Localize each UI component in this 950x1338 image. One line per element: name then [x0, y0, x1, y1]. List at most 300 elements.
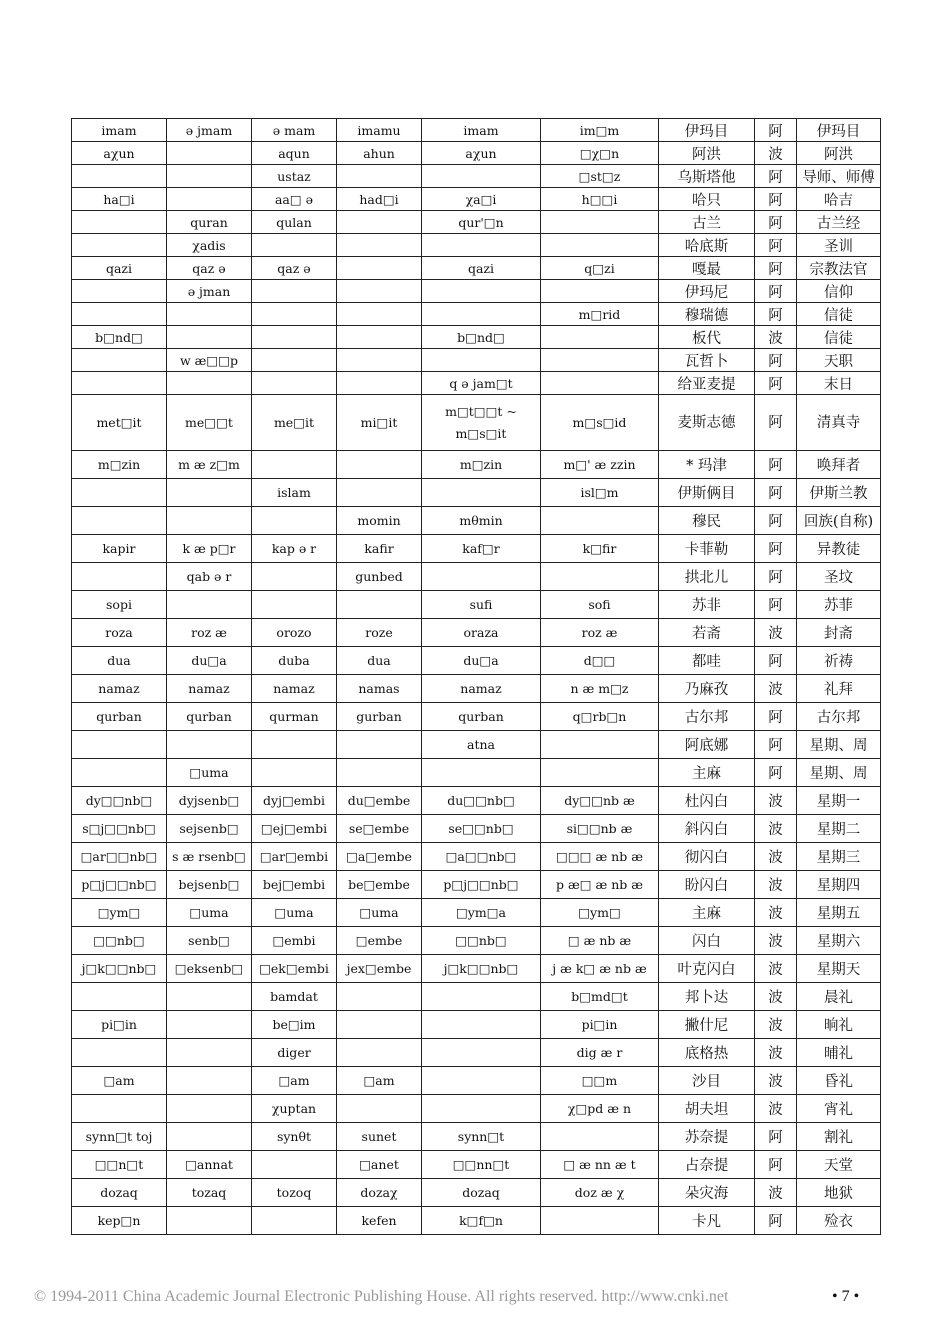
table-cell [167, 326, 252, 349]
table-cell [337, 479, 422, 507]
table-cell: m□zin [422, 451, 541, 479]
table-cell: □annat [167, 1151, 252, 1179]
table-cell: 阿 [755, 303, 797, 326]
table-cell [72, 507, 167, 535]
table-cell: mi□it [337, 395, 422, 451]
table-row [72, 731, 881, 759]
table-cell: □ æ nn æ t [541, 1151, 659, 1179]
table-cell [167, 1067, 252, 1095]
table-cell: 卡菲勒 [659, 535, 755, 563]
table-cell: □uma [252, 899, 337, 927]
table-cell: 圣坟 [797, 563, 881, 591]
table-cell: momin [337, 507, 422, 535]
table-cell [167, 303, 252, 326]
table-cell: 星期六 [797, 927, 881, 955]
table-cell: 阿 [755, 507, 797, 535]
table-cell: 祈祷 [797, 647, 881, 675]
table-cell: □ym□ [541, 899, 659, 927]
table-row [72, 927, 881, 955]
table-cell [72, 563, 167, 591]
table-cell: 阿 [755, 188, 797, 211]
table-cell: □ar□□nb□ [72, 843, 167, 871]
table-cell: qulan [252, 211, 337, 234]
table-cell: 地狱 [797, 1179, 881, 1207]
table-cell: 星期二 [797, 815, 881, 843]
table-cell: m□t□□t ~ m□s□it [422, 395, 541, 451]
table-cell: □□m [541, 1067, 659, 1095]
table-cell: 阿 [755, 234, 797, 257]
table-cell: 朵灾海 [659, 1179, 755, 1207]
table-cell: qurban [72, 703, 167, 731]
table-cell: aχun [422, 142, 541, 165]
table-cell: q□rb□n [541, 703, 659, 731]
table-cell [337, 372, 422, 395]
table-cell: m□' æ zzin [541, 451, 659, 479]
table-cell: atna [422, 731, 541, 759]
table-cell [252, 563, 337, 591]
table-cell: □eksenb□ [167, 955, 252, 983]
table-cell: □uma [337, 899, 422, 927]
table-cell: 麦斯志德 [659, 395, 755, 451]
table-cell: imamu [337, 119, 422, 142]
table-row [72, 759, 881, 787]
table-cell: 古尔邦 [797, 703, 881, 731]
table-cell [337, 234, 422, 257]
table-cell: doz æ χ [541, 1179, 659, 1207]
table-cell: namaz [72, 675, 167, 703]
table-cell [72, 303, 167, 326]
table-cell: tozaq [167, 1179, 252, 1207]
table-cell [167, 983, 252, 1011]
table-cell: 天堂 [797, 1151, 881, 1179]
table-row [72, 591, 881, 619]
table-cell: qaz ə [252, 257, 337, 280]
table-cell: synn□t [422, 1123, 541, 1151]
table-cell [337, 731, 422, 759]
table-cell: kep□n [72, 1207, 167, 1235]
table-cell [541, 326, 659, 349]
table-cell: 彻闪白 [659, 843, 755, 871]
table-cell: 唤拜者 [797, 451, 881, 479]
table-cell: 乌斯塔他 [659, 165, 755, 188]
table-cell [72, 234, 167, 257]
table-cell [541, 211, 659, 234]
table-row [72, 1179, 881, 1207]
table-cell: kefen [337, 1207, 422, 1235]
table-cell [541, 759, 659, 787]
table-cell: 殓衣 [797, 1207, 881, 1235]
table-cell: 阿洪 [659, 142, 755, 165]
table-cell: s æ rsenb□ [167, 843, 252, 871]
table-cell: m□zin [72, 451, 167, 479]
table-cell: ə mam [252, 119, 337, 142]
table-cell: □□□ æ nb æ [541, 843, 659, 871]
table-cell: 信仰 [797, 280, 881, 303]
table-cell [541, 349, 659, 372]
table-cell: gurban [337, 703, 422, 731]
table-row [72, 507, 881, 535]
table-row [72, 372, 881, 395]
table-row [72, 787, 881, 815]
table-cell: k□f□n [422, 1207, 541, 1235]
table-cell [252, 759, 337, 787]
table-cell: □am [72, 1067, 167, 1095]
table-cell: roza [72, 619, 167, 647]
table-cell: 嘎最 [659, 257, 755, 280]
table-cell: □uma [167, 759, 252, 787]
table-cell: 若斋 [659, 619, 755, 647]
table-cell [252, 1207, 337, 1235]
table-cell: j□k□□nb□ [72, 955, 167, 983]
table-cell: aa□ ə [252, 188, 337, 211]
table-cell: 苏非 [659, 591, 755, 619]
table-cell [337, 326, 422, 349]
table-cell: □□nn□t [422, 1151, 541, 1179]
table-cell: 穆民 [659, 507, 755, 535]
table-cell [252, 349, 337, 372]
table-cell: 波 [755, 142, 797, 165]
table-cell: □ym□a [422, 899, 541, 927]
table-cell [541, 563, 659, 591]
table-cell [252, 280, 337, 303]
table-cell: 波 [755, 983, 797, 1011]
table-cell: □ar□embi [252, 843, 337, 871]
table-cell: pi□in [541, 1011, 659, 1039]
table-cell: 回族(自称) [797, 507, 881, 535]
table-cell: 末日 [797, 372, 881, 395]
table-cell [337, 211, 422, 234]
table-cell: 波 [755, 1039, 797, 1067]
table-cell: j□k□□nb□ [422, 955, 541, 983]
table-cell: 古兰经 [797, 211, 881, 234]
table-cell [337, 165, 422, 188]
table-row [72, 703, 881, 731]
table-cell: 伊斯俩目 [659, 479, 755, 507]
table-cell: □ej□embi [252, 815, 337, 843]
table-cell: ə jman [167, 280, 252, 303]
table-cell: q ə jam□t [422, 372, 541, 395]
table-cell: 昏礼 [797, 1067, 881, 1095]
table-cell [72, 349, 167, 372]
table-cell: roz æ [167, 619, 252, 647]
table-cell: m□rid [541, 303, 659, 326]
table-cell [337, 1095, 422, 1123]
table-cell [72, 731, 167, 759]
table-cell: 阿 [755, 211, 797, 234]
table-cell [337, 1011, 422, 1039]
table-cell: 星期一 [797, 787, 881, 815]
table-cell: □embi [252, 927, 337, 955]
table-cell: ustaz [252, 165, 337, 188]
table-cell: 阿 [755, 165, 797, 188]
table-cell [252, 731, 337, 759]
table-cell: imam [72, 119, 167, 142]
table-cell: 拱北儿 [659, 563, 755, 591]
table-row [72, 1095, 881, 1123]
table-cell: du□□nb□ [422, 787, 541, 815]
table-cell: namaz [252, 675, 337, 703]
table-row [72, 165, 881, 188]
table-row [72, 899, 881, 927]
table-cell: orozo [252, 619, 337, 647]
table-cell [252, 234, 337, 257]
table-cell [541, 1207, 659, 1235]
table-cell: 波 [755, 1067, 797, 1095]
table-body [72, 119, 881, 1235]
table-cell: b□md□t [541, 983, 659, 1011]
table-row [72, 280, 881, 303]
table-cell: dua [72, 647, 167, 675]
table-cell [422, 349, 541, 372]
table-cell [167, 479, 252, 507]
table-cell: 杜闪白 [659, 787, 755, 815]
table-cell: 阿 [755, 119, 797, 142]
table-cell: 叶克闪白 [659, 955, 755, 983]
table-cell: □χ□n [541, 142, 659, 165]
table-cell: 波 [755, 1011, 797, 1039]
table-cell: kap ə r [252, 535, 337, 563]
table-cell [167, 142, 252, 165]
table-cell: 波 [755, 326, 797, 349]
table-cell: 星期、周 [797, 759, 881, 787]
page-number: • 7 • [832, 1288, 860, 1305]
vocabulary-table [71, 118, 881, 1235]
table-cell [422, 759, 541, 787]
table-cell: dig æ r [541, 1039, 659, 1067]
table-cell: qab ə r [167, 563, 252, 591]
table-cell: 板代 [659, 326, 755, 349]
table-cell [422, 303, 541, 326]
table-cell: 古尔邦 [659, 703, 755, 731]
table-cell: s□j□□nb□ [72, 815, 167, 843]
table-cell: ahun [337, 142, 422, 165]
table-cell [337, 303, 422, 326]
table-cell: d□□ [541, 647, 659, 675]
table-cell: qaz ə [167, 257, 252, 280]
table-cell: had□i [337, 188, 422, 211]
table-cell: dozaχ [337, 1179, 422, 1207]
table-cell: 异教徒 [797, 535, 881, 563]
table-row [72, 1067, 881, 1095]
table-cell: qazi [422, 257, 541, 280]
table-cell [422, 1011, 541, 1039]
table-cell: synn□t toj [72, 1123, 167, 1151]
table-cell: b□nd□ [422, 326, 541, 349]
table-cell: qazi [72, 257, 167, 280]
table-cell: 晨礼 [797, 983, 881, 1011]
table-cell: □uma [167, 899, 252, 927]
table-cell: 阿 [755, 479, 797, 507]
table-cell: 伊玛目 [659, 119, 755, 142]
table-cell: dyj□embi [252, 787, 337, 815]
table-cell [72, 372, 167, 395]
table-cell [167, 1095, 252, 1123]
table-cell: 主麻 [659, 759, 755, 787]
table-cell [337, 280, 422, 303]
table-cell: qurban [167, 703, 252, 731]
table-cell [337, 983, 422, 1011]
table-cell: χadis [167, 234, 252, 257]
table-cell [167, 188, 252, 211]
table-cell: sopi [72, 591, 167, 619]
table-cell: gunbed [337, 563, 422, 591]
table-cell: k□fir [541, 535, 659, 563]
table-cell: 乃麻孜 [659, 675, 755, 703]
table-cell: 阿 [755, 731, 797, 759]
table-row [72, 1207, 881, 1235]
table-cell: 星期天 [797, 955, 881, 983]
table-cell: jex□embe [337, 955, 422, 983]
table-cell: 胡夫坦 [659, 1095, 755, 1123]
table-cell [72, 1039, 167, 1067]
table-cell: 盼闪白 [659, 871, 755, 899]
table-cell: 占奈提 [659, 1151, 755, 1179]
table-cell: 阿底娜 [659, 731, 755, 759]
table-cell: synθt [252, 1123, 337, 1151]
table-cell: tozoq [252, 1179, 337, 1207]
table-cell: 阿 [755, 1151, 797, 1179]
table-cell [167, 372, 252, 395]
table-cell: roz æ [541, 619, 659, 647]
table-cell [337, 349, 422, 372]
table-cell: □a□□nb□ [422, 843, 541, 871]
table-cell [72, 165, 167, 188]
table-cell: diger [252, 1039, 337, 1067]
table-row [72, 303, 881, 326]
table-row [72, 955, 881, 983]
table-cell [541, 507, 659, 535]
table-cell: 波 [755, 899, 797, 927]
table-row [72, 479, 881, 507]
table-row [72, 619, 881, 647]
table-cell: □st□z [541, 165, 659, 188]
table-row [72, 871, 881, 899]
table-cell [422, 1039, 541, 1067]
table-cell: 晡礼 [797, 1039, 881, 1067]
table-cell [541, 372, 659, 395]
table-row [72, 234, 881, 257]
table-cell: namaz [422, 675, 541, 703]
table-cell [252, 326, 337, 349]
table-cell: me□it [252, 395, 337, 451]
table-cell: b□nd□ [72, 326, 167, 349]
table-cell [252, 372, 337, 395]
table-cell: 阿 [755, 703, 797, 731]
table-cell: roze [337, 619, 422, 647]
table-cell: dyjsenb□ [167, 787, 252, 815]
table-cell: 阿 [755, 395, 797, 451]
table-cell [541, 731, 659, 759]
table-row [72, 563, 881, 591]
table-row [72, 1011, 881, 1039]
table-cell: 沙目 [659, 1067, 755, 1095]
table-cell: 哈底斯 [659, 234, 755, 257]
table-cell: □anet [337, 1151, 422, 1179]
table-cell: 阿 [755, 280, 797, 303]
table-cell [422, 1095, 541, 1123]
table-cell: 给亚麦提 [659, 372, 755, 395]
table-cell: 阿 [755, 647, 797, 675]
table-row [72, 349, 881, 372]
table-cell: aqun [252, 142, 337, 165]
copyright-footer: © 1994-2011 China Academic Journal Electronic Publishing House. All rights reserved. http://www.cnki.net [34, 1288, 729, 1305]
table-cell: 波 [755, 1095, 797, 1123]
table-cell: □ek□embi [252, 955, 337, 983]
table-cell: 阿 [755, 372, 797, 395]
table-cell: 波 [755, 843, 797, 871]
table-cell: im□m [541, 119, 659, 142]
table-cell: 苏菲 [797, 591, 881, 619]
table-cell: □□nb□ [422, 927, 541, 955]
table-cell: se□embe [337, 815, 422, 843]
table-cell [252, 591, 337, 619]
table-cell [252, 507, 337, 535]
table-cell: 星期三 [797, 843, 881, 871]
table-cell [337, 257, 422, 280]
table-cell: du□embe [337, 787, 422, 815]
table-cell: 古兰 [659, 211, 755, 234]
table-cell: 阿 [755, 257, 797, 280]
table-cell [72, 1095, 167, 1123]
table-cell: 星期五 [797, 899, 881, 927]
table-cell [422, 983, 541, 1011]
table-cell: ə jmam [167, 119, 252, 142]
table-cell: quran [167, 211, 252, 234]
table-cell: 穆瑞德 [659, 303, 755, 326]
table-cell: 阿 [755, 563, 797, 591]
table-cell: 瓦哲卜 [659, 349, 755, 372]
table-cell: 阿 [755, 1123, 797, 1151]
table-cell [541, 1123, 659, 1151]
table-cell: 都哇 [659, 647, 755, 675]
table-cell [422, 165, 541, 188]
table-cell: q□zi [541, 257, 659, 280]
table-cell: 波 [755, 1179, 797, 1207]
table-cell: 波 [755, 619, 797, 647]
table-cell: 圣训 [797, 234, 881, 257]
table-cell: 波 [755, 927, 797, 955]
table-row [72, 535, 881, 563]
table-cell: 阿洪 [797, 142, 881, 165]
table-cell: qur'□n [422, 211, 541, 234]
table-cell [167, 507, 252, 535]
table-cell: 封斋 [797, 619, 881, 647]
table-cell: kafir [337, 535, 422, 563]
table-cell: χ□pd æ n [541, 1095, 659, 1123]
table-row [72, 843, 881, 871]
table-cell: 晌礼 [797, 1011, 881, 1039]
table-cell [337, 1039, 422, 1067]
table-cell: imam [422, 119, 541, 142]
table-cell: 波 [755, 955, 797, 983]
table-cell: k æ p□r [167, 535, 252, 563]
table-cell: □am [252, 1067, 337, 1095]
table-cell: 哈吉 [797, 188, 881, 211]
table-cell: 波 [755, 871, 797, 899]
table-row [72, 119, 881, 142]
table-cell: 哈只 [659, 188, 755, 211]
table-cell [72, 759, 167, 787]
table-cell: du□a [167, 647, 252, 675]
table-cell: 阿 [755, 759, 797, 787]
table-cell [72, 479, 167, 507]
table-row [72, 142, 881, 165]
table-cell [72, 280, 167, 303]
table-cell: dua [337, 647, 422, 675]
table-cell: □a□embe [337, 843, 422, 871]
table-cell [252, 1151, 337, 1179]
table-cell: sufi [422, 591, 541, 619]
